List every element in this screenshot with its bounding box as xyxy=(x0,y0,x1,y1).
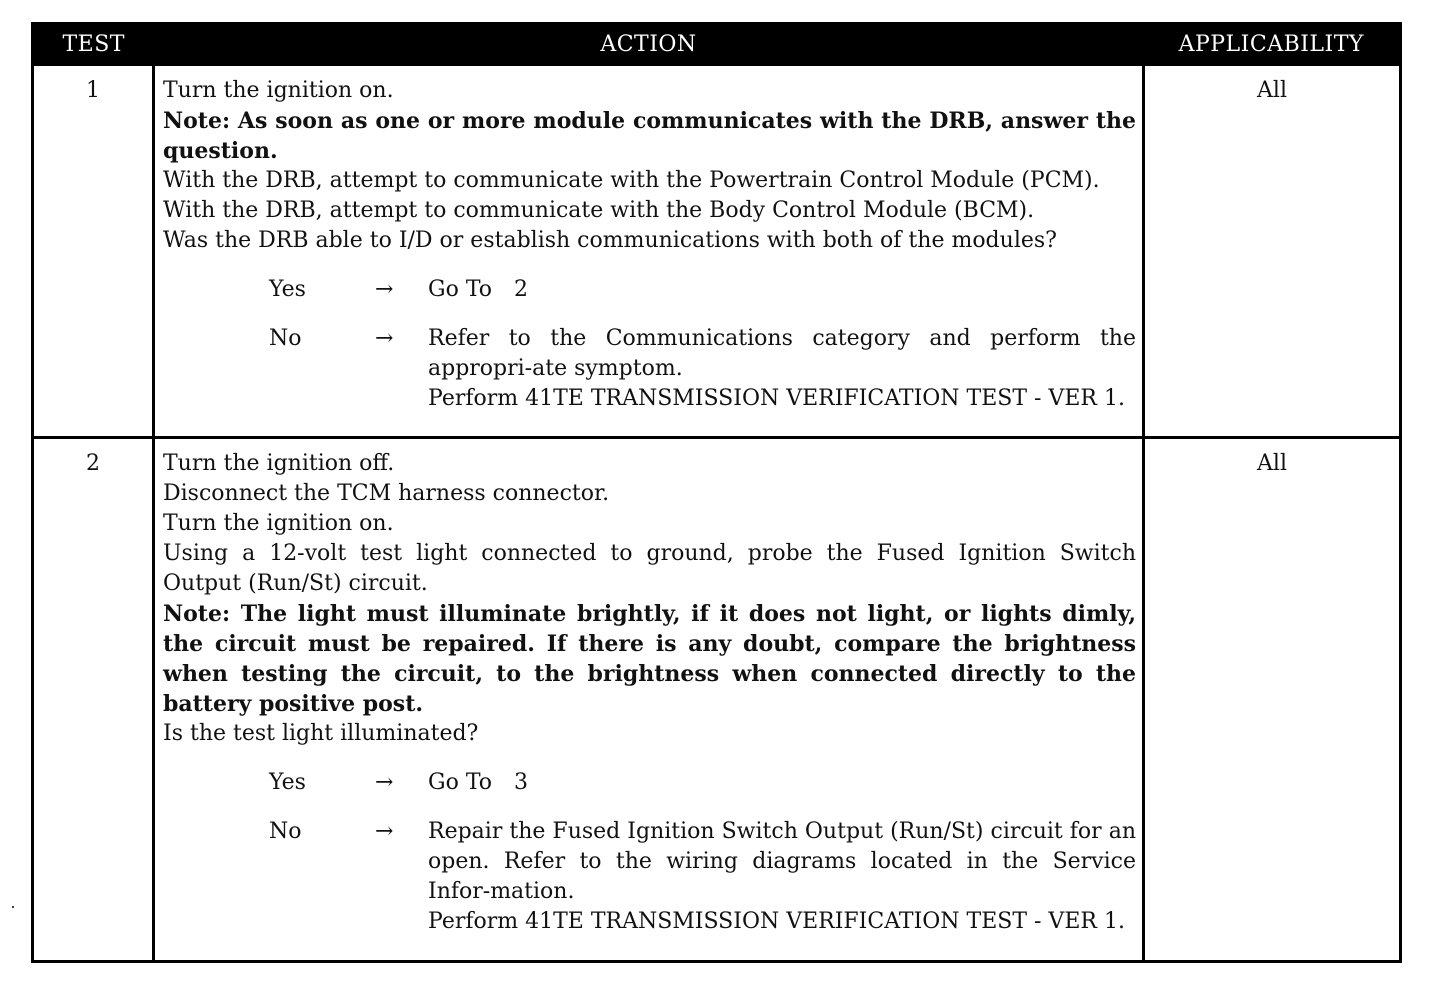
outcomes xyxy=(163,275,1136,414)
outcome-text xyxy=(428,817,1136,937)
action-cell xyxy=(154,65,1144,438)
scan-speck xyxy=(12,906,14,908)
diagnostic-table xyxy=(31,22,1402,963)
outcome-instruction: Repair the Fused Ignition Switch Output (Run/St) circuit for an open. Refer to the wiring diagrams located in the Service Infor-mation. xyxy=(428,819,1136,904)
outcome-verification: Perform 41TE TRANSMISSION VERIFICATION TEST - VER 1. xyxy=(428,909,1125,934)
table-row xyxy=(33,438,1401,962)
goto-number: 3 xyxy=(514,770,529,795)
action-step: Using a 12-volt test light connected to ground, probe the Fused Ignition Switch Output (Run/St) circuit. xyxy=(163,541,1136,596)
outcome-yes xyxy=(163,275,1136,305)
outcome-text xyxy=(428,768,1136,798)
outcome-text xyxy=(428,275,1136,305)
applicability: All xyxy=(1144,438,1401,962)
right-arrow-icon: → xyxy=(375,277,394,302)
action-step: Turn the ignition on. xyxy=(163,78,394,103)
outcomes xyxy=(163,768,1136,937)
action-step: Disconnect the TCM harness connector. xyxy=(163,481,610,506)
goto-label: Go To xyxy=(428,770,493,795)
action-step: Turn the ignition off. xyxy=(163,451,395,476)
outcome-no xyxy=(163,817,1136,937)
action-question: Was the DRB able to I/D or establish communications with both of the modules? xyxy=(163,228,1057,253)
action-question: Is the test light illuminated? xyxy=(163,721,479,746)
action-step: Turn the ignition on. xyxy=(163,511,394,536)
diagnostic-test-sheet xyxy=(31,22,1399,963)
outcome-verification: Perform 41TE TRANSMISSION VERIFICATION TEST - VER 1. xyxy=(428,386,1125,411)
header-test: TEST xyxy=(33,24,154,65)
applicability: All xyxy=(1144,65,1401,438)
outcome-label: Yes xyxy=(269,770,306,795)
action-step: With the DRB, attempt to communicate with the Body Control Module (BCM). xyxy=(163,198,1035,223)
header-action: ACTION xyxy=(154,24,1144,65)
outcome-yes xyxy=(163,768,1136,798)
table-row xyxy=(33,65,1401,438)
header-applicability: APPLICABILITY xyxy=(1144,24,1401,65)
right-arrow-icon: → xyxy=(375,326,394,351)
outcome-label: No xyxy=(269,819,302,844)
outcome-no xyxy=(163,324,1136,414)
action-step: With the DRB, attempt to communicate with the Powertrain Control Module (PCM). xyxy=(163,168,1100,193)
right-arrow-icon: → xyxy=(375,770,394,795)
goto-label: Go To xyxy=(428,277,493,302)
outcome-label: No xyxy=(269,326,302,351)
test-number: 2 xyxy=(33,438,154,962)
right-arrow-icon: → xyxy=(375,819,394,844)
outcome-text xyxy=(428,324,1136,414)
test-number: 1 xyxy=(33,65,154,438)
action-note: Note: As soon as one or more module communicates with the DRB, answer the question. xyxy=(163,108,1136,164)
table-header-row xyxy=(33,24,1401,65)
outcome-label: Yes xyxy=(269,277,306,302)
action-note: Note: The light must illuminate brightly, if it does not light, or lights dimly, the circuit must be repaired. If there is any doubt, compare the brightness when testing the circuit, to the brightness when connected directly to the battery positive post. xyxy=(163,601,1136,717)
outcome-instruction: Refer to the Communications category and perform the appropri-ate symptom. xyxy=(428,326,1136,381)
goto-number: 2 xyxy=(514,277,529,302)
action-cell xyxy=(154,438,1144,962)
